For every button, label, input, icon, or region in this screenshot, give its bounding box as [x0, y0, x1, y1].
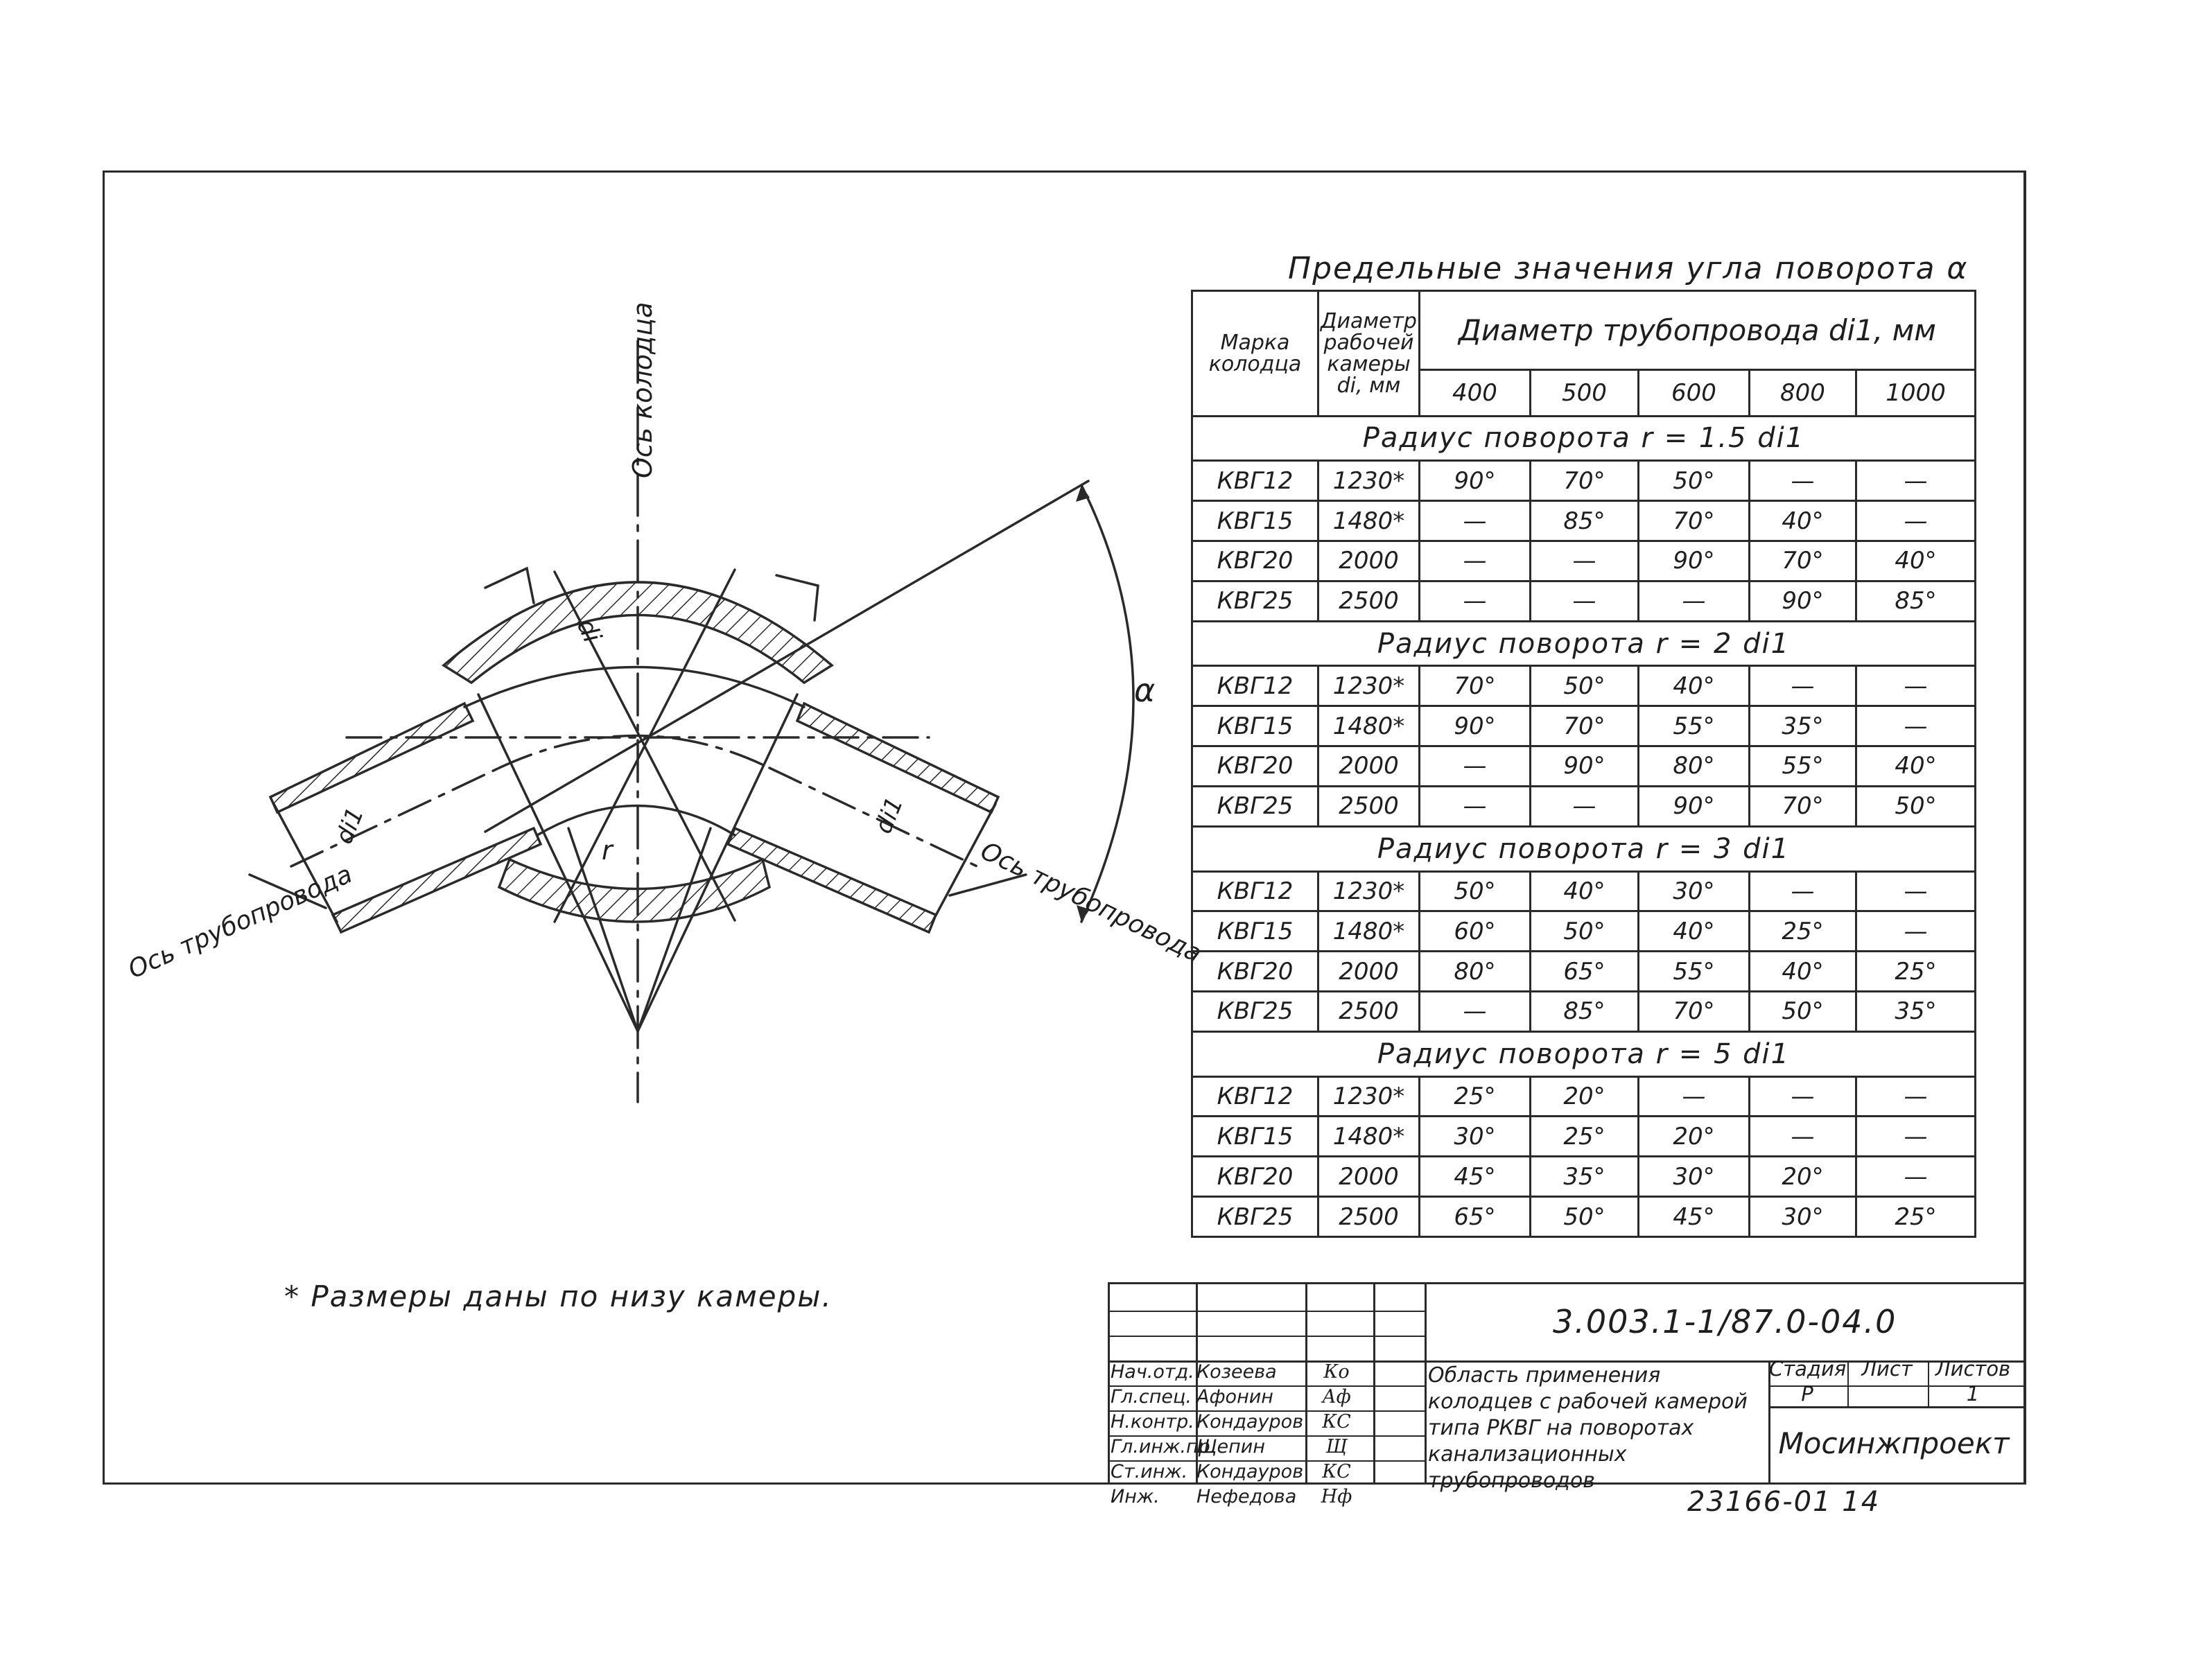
header-diameter-cell: 400: [1420, 369, 1531, 416]
angle-value-cell: 50°: [1420, 871, 1531, 911]
table-row: [1192, 1117, 1976, 1157]
angle-value-cell: 35°: [1531, 1157, 1639, 1197]
sheets-value: 1: [1966, 1382, 1980, 1406]
table-row: [1192, 1157, 1976, 1197]
organization: Мосинжпроект: [1778, 1426, 2010, 1460]
table-body: [1192, 291, 1976, 1237]
document-title: Область применения колодцев с рабочей камерой типа РКВГ на поворотах канализационных трубопроводов: [1428, 1363, 1748, 1493]
chamber-diameter-cell: 2500: [1318, 991, 1420, 1031]
chamber-diameter-cell: 2000: [1318, 952, 1420, 992]
signature-name: Козеева: [1196, 1361, 1277, 1383]
well-mark-cell: КВГ25: [1192, 991, 1318, 1031]
angle-value-cell: —: [1750, 461, 1856, 501]
stage-value: Р: [1801, 1382, 1813, 1406]
signature-role: Ст.инж.: [1111, 1461, 1188, 1482]
angle-value-cell: 25°: [1856, 952, 1976, 992]
stage-label: Стадия: [1769, 1357, 1847, 1381]
angle-value-cell: 40°: [1639, 911, 1750, 952]
radius-label: r: [602, 835, 613, 866]
well-mark-cell: КВГ12: [1192, 461, 1318, 501]
signature-row: [1108, 1360, 1424, 1384]
angle-value-cell: 90°: [1531, 746, 1639, 787]
angle-value-cell: —: [1420, 541, 1531, 581]
angle-value-cell: 45°: [1639, 1197, 1750, 1237]
angle-value-cell: 50°: [1531, 666, 1639, 706]
angle-value-cell: 35°: [1750, 706, 1856, 746]
angle-value-cell: 50°: [1531, 911, 1639, 952]
sheet-label: Лист: [1861, 1357, 1913, 1381]
signature-name: Щепин: [1196, 1436, 1265, 1458]
chamber-diameter-cell: 2000: [1318, 746, 1420, 787]
angle-value-cell: 65°: [1531, 952, 1639, 992]
angle-value-cell: 30°: [1750, 1197, 1856, 1237]
table-row: [1192, 952, 1976, 992]
chamber-diameter-cell: 1480*: [1318, 706, 1420, 746]
chamber-diameter-cell: 1230*: [1318, 461, 1420, 501]
angle-value-cell: —: [1856, 706, 1976, 746]
table-row: [1192, 1076, 1976, 1117]
table-row: [1192, 1197, 1976, 1237]
signature-role: Инж.: [1111, 1486, 1160, 1507]
well-mark-cell: КВГ20: [1192, 746, 1318, 787]
table-row: [1192, 581, 1976, 621]
chamber-diameter-cell: 2500: [1318, 1197, 1420, 1237]
chamber-diameter-cell: 1480*: [1318, 501, 1420, 541]
signature-role: Нач.отд.: [1111, 1361, 1194, 1383]
chamber-diameter-label: di: [571, 614, 607, 647]
angle-value-cell: 25°: [1420, 1076, 1531, 1117]
angle-value-cell: —: [1750, 666, 1856, 706]
radius-section-title: Радиус поворота r = 2 di1: [1192, 621, 1976, 666]
well-mark-cell: КВГ15: [1192, 706, 1318, 746]
chamber-diameter-cell: 2500: [1318, 581, 1420, 621]
signature-row: [1108, 1385, 1424, 1409]
angle-value-cell: 55°: [1750, 746, 1856, 787]
angle-value-cell: —: [1856, 911, 1976, 952]
table-header-row: [1192, 291, 1976, 370]
angle-value-cell: 40°: [1856, 746, 1976, 787]
header-pipe-diameter: Диаметр трубопровода di1, мм: [1420, 291, 1976, 370]
angle-value-cell: —: [1750, 871, 1856, 911]
angle-value-cell: 35°: [1856, 991, 1976, 1031]
well-mark-cell: КВГ15: [1192, 501, 1318, 541]
angle-value-cell: —: [1856, 871, 1976, 911]
chamber-diameter-cell: 2000: [1318, 541, 1420, 581]
signature-row: [1108, 1485, 1424, 1509]
sheet-code: 23166-01 14: [1687, 1486, 1881, 1518]
signature-name: Кондауров: [1196, 1411, 1304, 1433]
radius-section-title: Радиус поворота r = 5 di1: [1192, 1031, 1976, 1076]
angle-value-cell: —: [1639, 581, 1750, 621]
angle-value-cell: 50°: [1639, 461, 1750, 501]
table-row: [1192, 911, 1976, 952]
signature-mark: Щ: [1325, 1436, 1348, 1458]
pipe-diameter-label-left: di1: [330, 803, 370, 848]
radius-section-row: [1192, 826, 1976, 871]
radius-section-title: Радиус поворота r = 1.5 di1: [1192, 416, 1976, 461]
chamber-diameter-cell: 1230*: [1318, 666, 1420, 706]
angle-value-cell: —: [1420, 501, 1531, 541]
well-mark-cell: КВГ25: [1192, 581, 1318, 621]
chamber-diameter-cell: 1230*: [1318, 871, 1420, 911]
signature-row: [1108, 1410, 1424, 1434]
angle-value-cell: 90°: [1750, 581, 1856, 621]
radius-section-row: [1192, 416, 1976, 461]
angle-value-cell: —: [1856, 1117, 1976, 1157]
signature-row: [1108, 1460, 1424, 1484]
document-code: 3.003.1-1/87.0-04.0: [1553, 1303, 1897, 1340]
well-mark-cell: КВГ12: [1192, 1076, 1318, 1117]
pipe-axis-label-right: Ось трубопровода: [976, 837, 1206, 968]
angle-value-cell: —: [1856, 501, 1976, 541]
angle-value-cell: —: [1639, 1076, 1750, 1117]
sheets-label: Листов: [1935, 1357, 2011, 1381]
angle-value-cell: 70°: [1750, 786, 1856, 826]
table-row: [1192, 666, 1976, 706]
table-row: [1192, 991, 1976, 1031]
signature-mark: КС: [1322, 1461, 1351, 1482]
well-mark-cell: КВГ20: [1192, 1157, 1318, 1197]
angle-value-cell: 70°: [1531, 706, 1639, 746]
angle-value-cell: —: [1856, 666, 1976, 706]
angle-value-cell: —: [1856, 1076, 1976, 1117]
signature-row: [1108, 1435, 1424, 1459]
angle-value-cell: 30°: [1420, 1117, 1531, 1157]
angle-value-cell: 40°: [1639, 666, 1750, 706]
well-mark-cell: КВГ20: [1192, 541, 1318, 581]
angle-value-cell: 70°: [1750, 541, 1856, 581]
table-title: Предельные значения угла поворота α: [1288, 251, 1969, 286]
table-row: [1192, 461, 1976, 501]
header-chamber-diameter: Диаметр рабочей камеры di, мм: [1318, 291, 1420, 417]
angle-value-cell: 50°: [1531, 1197, 1639, 1237]
angle-value-cell: 70°: [1639, 501, 1750, 541]
signature-mark: Аф: [1322, 1386, 1351, 1408]
angle-value-cell: 25°: [1750, 911, 1856, 952]
pipe-axis-label-left: Ось трубопровода: [123, 859, 357, 985]
angle-value-cell: 70°: [1420, 666, 1531, 706]
well-axis-label: Ось колодца: [627, 301, 658, 478]
table-row: [1192, 706, 1976, 746]
footnote: * Размеры даны по низу камеры.: [284, 1279, 833, 1313]
chamber-diameter-cell: 1480*: [1318, 911, 1420, 952]
angle-value-cell: —: [1420, 746, 1531, 787]
angle-value-cell: 90°: [1420, 706, 1531, 746]
angle-value-cell: 90°: [1639, 541, 1750, 581]
angle-value-cell: 30°: [1639, 871, 1750, 911]
radius-section-row: [1192, 1031, 1976, 1076]
signature-name: Афонин: [1196, 1386, 1273, 1408]
angle-label: α: [1134, 672, 1156, 709]
table-row: [1192, 746, 1976, 787]
angle-value-cell: —: [1856, 461, 1976, 501]
table-row: [1192, 541, 1976, 581]
well-mark-cell: КВГ12: [1192, 666, 1318, 706]
table-row: [1192, 501, 1976, 541]
chamber-diameter-cell: 1480*: [1318, 1117, 1420, 1157]
signature-role: Гл.спец.: [1111, 1386, 1192, 1408]
angle-value-cell: 40°: [1531, 871, 1639, 911]
angle-value-cell: 20°: [1531, 1076, 1639, 1117]
signature-role: Гл.инж.пр.: [1111, 1436, 1217, 1458]
angle-value-cell: 65°: [1420, 1197, 1531, 1237]
chamber-diameter-cell: 1230*: [1318, 1076, 1420, 1117]
chamber-diameter-cell: 2000: [1318, 1157, 1420, 1197]
header-diameter-cell: 1000: [1856, 369, 1976, 416]
pipe-diameter-label-right: di1: [869, 793, 909, 838]
chamber-diameter-cell: 2500: [1318, 786, 1420, 826]
well-mark-cell: КВГ25: [1192, 786, 1318, 826]
table-row: [1192, 786, 1976, 826]
angle-value-cell: —: [1856, 1157, 1976, 1197]
signature-mark: Ко: [1323, 1361, 1350, 1383]
angle-value-cell: 20°: [1750, 1157, 1856, 1197]
header-diameter-cell: 800: [1750, 369, 1856, 416]
table-row: [1192, 871, 1976, 911]
well-mark-cell: КВГ20: [1192, 952, 1318, 992]
angle-value-cell: 20°: [1639, 1117, 1750, 1157]
angle-value-cell: —: [1420, 991, 1531, 1031]
signature-mark: Нф: [1321, 1486, 1352, 1507]
angle-value-cell: 25°: [1856, 1197, 1976, 1237]
angle-value-cell: 85°: [1531, 991, 1639, 1031]
header-mark: Марка колодца: [1192, 291, 1318, 417]
angle-value-cell: 40°: [1750, 952, 1856, 992]
radius-section-title: Радиус поворота r = 3 di1: [1192, 826, 1976, 871]
angle-value-cell: 40°: [1856, 541, 1976, 581]
well-mark-cell: КВГ15: [1192, 1117, 1318, 1157]
header-diameter-cell: 600: [1639, 369, 1750, 416]
angle-value-cell: 90°: [1639, 786, 1750, 826]
angle-value-cell: 80°: [1420, 952, 1531, 992]
angle-value-cell: —: [1531, 786, 1639, 826]
angle-value-cell: 50°: [1750, 991, 1856, 1031]
header-diameter-cell: 500: [1531, 369, 1639, 416]
angle-value-cell: 55°: [1639, 706, 1750, 746]
angle-value-cell: 90°: [1420, 461, 1531, 501]
signature-mark: КС: [1322, 1411, 1351, 1433]
angle-value-cell: —: [1420, 786, 1531, 826]
angle-value-cell: 30°: [1639, 1157, 1750, 1197]
angle-value-cell: —: [1531, 581, 1639, 621]
angle-value-cell: 85°: [1531, 501, 1639, 541]
angle-value-cell: 50°: [1856, 786, 1976, 826]
signature-name: Кондауров: [1196, 1461, 1304, 1482]
angle-value-cell: 45°: [1420, 1157, 1531, 1197]
angle-value-cell: 70°: [1531, 461, 1639, 501]
angle-value-cell: 60°: [1420, 911, 1531, 952]
signature-role: Н.контр.: [1111, 1411, 1194, 1433]
radius-section-row: [1192, 621, 1976, 666]
angle-value-cell: 70°: [1639, 991, 1750, 1031]
well-mark-cell: КВГ12: [1192, 871, 1318, 911]
turn-angle-limits-table: [1191, 290, 1976, 1238]
angle-value-cell: —: [1531, 541, 1639, 581]
signature-name: Нефедова: [1196, 1486, 1297, 1507]
angle-value-cell: 80°: [1639, 746, 1750, 787]
angle-value-cell: —: [1750, 1117, 1856, 1157]
angle-value-cell: 25°: [1531, 1117, 1639, 1157]
angle-value-cell: 40°: [1750, 501, 1856, 541]
well-mark-cell: КВГ15: [1192, 911, 1318, 952]
angle-value-cell: —: [1420, 581, 1531, 621]
angle-value-cell: —: [1750, 1076, 1856, 1117]
well-mark-cell: КВГ25: [1192, 1197, 1318, 1237]
angle-value-cell: 55°: [1639, 952, 1750, 992]
angle-value-cell: 85°: [1856, 581, 1976, 621]
